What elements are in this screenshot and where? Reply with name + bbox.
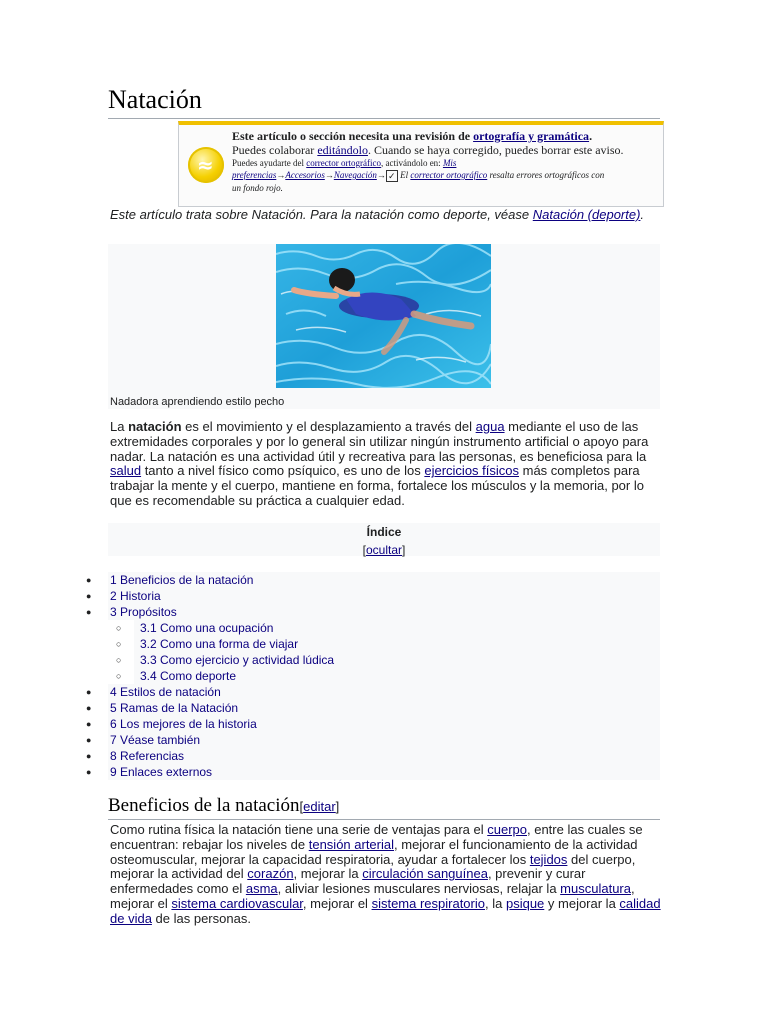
notice-line-3: Puedes ayudarte del corrector ortográfico, activándolo en: Mis bbox=[232, 158, 457, 168]
bullet-icon: ● bbox=[86, 687, 92, 697]
link-corrector-2[interactable]: corrector ortográfico bbox=[410, 170, 488, 180]
hollow-bullet-icon: ○ bbox=[116, 671, 122, 681]
toc-link[interactable]: 2 Historia bbox=[110, 589, 161, 603]
toc-item bbox=[0, 732, 660, 748]
maintenance-notice bbox=[178, 121, 664, 207]
link-ortografia[interactable]: ortografía y gramática bbox=[473, 129, 590, 143]
link-cuerpo[interactable]: cuerpo bbox=[487, 822, 527, 837]
toc-link[interactable]: 3 Propósitos bbox=[110, 605, 177, 619]
link-tejidos[interactable]: tejidos bbox=[529, 851, 568, 867]
bullet-icon: ● bbox=[86, 767, 92, 777]
toc-hide-link[interactable]: ocultar bbox=[365, 543, 403, 557]
toc-item bbox=[0, 620, 660, 636]
toc-link[interactable]: 3.4 Como deporte bbox=[140, 669, 237, 683]
link-sistema-respiratorio[interactable]: sistema respiratorio bbox=[371, 895, 485, 911]
swimmer-photo[interactable] bbox=[276, 244, 491, 388]
link-agua[interactable]: agua bbox=[475, 419, 505, 434]
toc-item bbox=[0, 636, 660, 652]
link-calidad-de-vida[interactable]: calidad de vida bbox=[110, 895, 661, 926]
section-heading: Beneficios de la natación[editar] bbox=[108, 794, 660, 820]
link-tension-arterial[interactable]: tensión arterial bbox=[308, 836, 395, 852]
hollow-bullet-icon: ○ bbox=[116, 655, 122, 665]
link-natacion-deporte[interactable]: Natación (deporte) bbox=[532, 207, 641, 222]
edit-section-link[interactable]: editar bbox=[303, 799, 336, 814]
link-corazon[interactable]: corazón bbox=[247, 866, 294, 882]
toc-link[interactable]: 3.3 Como ejercicio y actividad lúdica bbox=[140, 653, 335, 667]
link-salud[interactable]: salud bbox=[110, 463, 142, 479]
bullet-icon: ● bbox=[86, 703, 92, 713]
toc-item bbox=[0, 588, 660, 604]
link-sistema-cardiovascular[interactable]: sistema cardiovascular bbox=[171, 895, 303, 911]
toc-link[interactable]: 9 Enlaces externos bbox=[110, 765, 213, 779]
toc-link[interactable]: 3.1 Como una ocupación bbox=[140, 621, 274, 635]
toc-link[interactable]: 3.2 Como una forma de viajar bbox=[140, 637, 299, 651]
toc-link[interactable]: 5 Ramas de la Natación bbox=[110, 701, 239, 715]
link-editandolo[interactable]: editándolo bbox=[317, 143, 368, 157]
notice-line-2: Puedes colaborar editándolo. Cuando se haya corregido, puedes borrar este aviso. bbox=[232, 143, 624, 157]
toc-link[interactable]: 7 Véase también bbox=[110, 733, 201, 747]
page-title: Natación bbox=[108, 84, 660, 119]
notice-line-4: preferencias→Accesorios→Navegación→ ✓ El corrector ortográfico resalta errores ortográficos con bbox=[232, 170, 605, 181]
toc-item bbox=[0, 764, 660, 780]
bullet-icon: ● bbox=[86, 735, 92, 745]
bullet-icon: ● bbox=[86, 607, 92, 617]
notice-line-1: Este artículo o sección necesita una revisión de ortografía y gramática. bbox=[232, 129, 593, 143]
toc-item bbox=[0, 716, 660, 732]
toc-item-background bbox=[108, 588, 660, 604]
link-asma[interactable]: asma bbox=[245, 881, 278, 897]
toc-item bbox=[0, 604, 660, 620]
toc-item bbox=[0, 572, 660, 588]
hatnote: Este artículo trata sobre Natación. Para la natación como deporte, véase Natación (deporte). bbox=[110, 207, 645, 222]
link-ejercicios-fisicos[interactable]: ejercicios físicos bbox=[424, 463, 519, 479]
toc-item bbox=[0, 748, 660, 764]
toc-link[interactable]: 8 Referencias bbox=[110, 749, 185, 763]
bullet-icon: ● bbox=[86, 719, 92, 729]
figure bbox=[108, 244, 660, 409]
toc-link[interactable]: 4 Estilos de natación bbox=[110, 685, 221, 699]
link-mis-preferencias[interactable]: Mis bbox=[442, 158, 457, 168]
link-preferencias[interactable]: preferencias bbox=[232, 170, 277, 180]
toc-item bbox=[0, 668, 660, 684]
toc-link[interactable]: 6 Los mejores de la historia bbox=[110, 717, 257, 731]
toc-item bbox=[0, 652, 660, 668]
toc-item-background bbox=[108, 604, 660, 620]
spellcheck-icon: ≈ bbox=[188, 147, 224, 183]
toc-title: Índice bbox=[366, 525, 402, 539]
toc-link[interactable]: 1 Beneficios de la natación bbox=[110, 573, 254, 587]
bullet-icon: ● bbox=[86, 591, 92, 601]
section-paragraph: Como rutina física la natación tiene una serie de ventajas para el cuerpo, entre las cuales se encuentran: rebajar los niveles de tensión arterial, mejorar el funcionamiento de la actividad osteomuscular, mejorar la capacidad respiratoria, ayudar a fortalecer los tejidos del cuerpo, mejorar la actividad del corazón, mejorar la circulación sanguínea, prevenir y curar enfermedades como el asma, aliviar lesiones musculares nerviosas, relajar la musculatura, mejorar el sistema cardiovascular, mejorar el sistema respiratorio, la psique y mejorar la calidad de vida de las personas. bbox=[110, 822, 661, 926]
checkbox-icon: ✓ bbox=[386, 170, 398, 182]
toc-item bbox=[0, 700, 660, 716]
link-musculatura[interactable]: musculatura bbox=[560, 881, 631, 897]
notice-line-5: un fondo rojo. bbox=[232, 182, 283, 193]
toc-item-background bbox=[108, 748, 660, 764]
toc-header bbox=[108, 523, 660, 556]
link-accesorios[interactable]: Accesorios bbox=[285, 170, 325, 180]
toc-list bbox=[0, 572, 660, 780]
bullet-icon: ● bbox=[86, 751, 92, 761]
link-psique[interactable]: psique bbox=[505, 895, 545, 911]
bullet-icon: ● bbox=[86, 575, 92, 585]
hollow-bullet-icon: ○ bbox=[116, 639, 122, 649]
intro-paragraph: La natación es el movimiento y el desplazamiento a través del agua mediante el uso de las extremidades corporales y por lo general sin utilizar ningún instrumento artificial o apoyo para nadar. La natación es una actividad útil y recreativa para las personas, es beneficiosa para la salud tanto a nivel físico como psíquico, es uno de los ejercicios físicos más completos para trabajar la mente y el cuerpo, mantiene en forma, fortalece los músculos y la memoria, por lo que es recomendable su práctica a cualquier edad. bbox=[110, 419, 649, 508]
link-navegacion[interactable]: Navegación bbox=[333, 170, 377, 180]
hollow-bullet-icon: ○ bbox=[116, 623, 122, 633]
figure-caption: Nadadora aprendiendo estilo pecho bbox=[110, 396, 285, 408]
link-corrector[interactable]: corrector ortográfico bbox=[306, 158, 381, 168]
link-circulacion[interactable]: circulación sanguínea bbox=[362, 866, 488, 882]
toc-item bbox=[0, 684, 660, 700]
toc-toggle: [ocultar] bbox=[362, 543, 406, 557]
